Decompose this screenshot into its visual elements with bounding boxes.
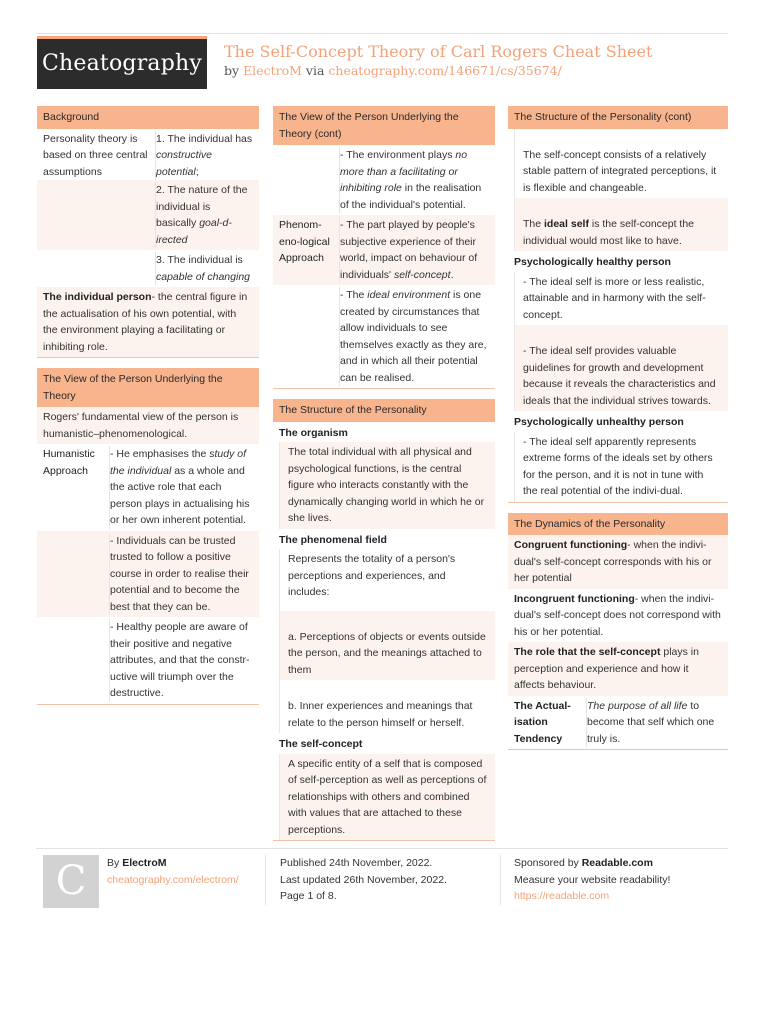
sheet-title[interactable]: The Self-Concept Theory of Carl Rogers Cheat Sheet [224, 42, 653, 61]
self-concept-text: A specific entity of a self that is composed of self-perception as well as perceptions of relationships with others and combined with values that are attached to these perceptions. [279, 754, 495, 841]
view-intro: Rogers' fundamental view of the person is humanistic–phenomenological. [37, 407, 259, 444]
sponsor-tagline: Measure your website readability! [514, 874, 671, 886]
assumption-row [37, 129, 259, 181]
phenomenological-label: Phenom-eno-logical Approach [279, 219, 330, 264]
actualisation-text: The purpose of all life to become that self which one truly is. [586, 698, 722, 748]
section-heading: The Dynamics of the Personality [508, 513, 728, 536]
section-dynamics [508, 513, 728, 751]
humanistic-point-1: - He emphasises the study of the individual as a whole and the active role that each person plays in actualising his or her own inherent potential. [109, 446, 253, 529]
humanistic-label: Humanistic Approach [43, 448, 95, 477]
humanistic-point-3: - Healthy people are aware of their positive and negative attributes, and that the constr-uctive will triumph over the destructive. [109, 619, 253, 702]
footer-author-url[interactable]: cheatography.com/electrom/ [107, 874, 239, 886]
self-concept-stability: The self-concept consists of a relatively stable pattern of integrated perceptions, it is flexible and changeable. [514, 129, 728, 199]
cheatography-logo[interactable] [37, 36, 207, 89]
author-avatar[interactable] [43, 855, 99, 908]
by-prefix: by [224, 63, 240, 78]
section-structure-cont [508, 106, 728, 503]
role-of-self-concept: The role that the self-concept plays in perception and experience and how it affects behaviour. [508, 642, 728, 696]
unhealthy-title: Psychologically unhealthy person [514, 416, 684, 428]
assumption-3: 3. The individual is capable of changing [155, 252, 253, 285]
phenomenal-field-title: The phenomenal field [279, 533, 387, 546]
section-heading: The View of the Person Underlying the Theory [37, 368, 259, 407]
phenomenological-point-1: - The part played by people's subjective experience of their world, impact on behaviour of individuals' self-concept. [339, 217, 489, 283]
footer-updated: Last updated 26th November, 2022. [280, 874, 447, 886]
footer-rule [36, 848, 728, 849]
self-concept-title: The self-concept [279, 738, 363, 750]
unhealthy-point-1: - The ideal self apparently represents extreme forms of the ideals set by others for the person, and it is not in tune with the real potential of the indivi-dual. [514, 432, 728, 502]
footer-sponsored [514, 855, 653, 872]
ideal-self-definition: The ideal self is the self-concept the individual would most like to have. [514, 198, 728, 251]
humanistic-row [37, 531, 259, 618]
section-view-of-person [37, 368, 259, 705]
sheet-url-link[interactable]: cheatography.com/146671/cs/35674/ [328, 63, 562, 78]
sponsor-name[interactable]: Readable.com [581, 857, 653, 869]
section-structure [273, 399, 495, 841]
humanistic-point-2: - Individuals can be trusted trusted to follow a positive course in order to realise their potential and to become the best that they can be. [109, 533, 253, 616]
column-2 [273, 106, 495, 851]
phenomenal-field-b: b. Inner experiences and meanings that relate to the person himself or herself. [279, 680, 495, 733]
header-rule [36, 33, 728, 34]
footer-author [107, 855, 167, 872]
congruent-functioning: Congruent functioning- when the indivi-dual's self-concept corresponds with his or her potential [508, 535, 728, 589]
actualisation-row [508, 696, 728, 750]
phenomenological-row [273, 215, 495, 285]
byline [224, 63, 562, 79]
healthy-point-2: - The ideal self provides valuable guidelines for growth and development because it reveals the characteristics and ideals that the individual strives towards. [514, 325, 728, 411]
healthy-point-1: - The ideal self is more or less realistic, attainable and in harmony with the self-concept. [514, 272, 728, 326]
individual-person-definition: The individual person- the central figure in the actualisation of his own potential, with the environment playing a facilitating or inhibiting role. [37, 287, 259, 357]
phenomenological-row [273, 285, 495, 388]
organism-title: The organism [279, 426, 348, 439]
section-background [37, 106, 259, 358]
assumption-2: 2. The nature of the individual is basically goal-d-irected [155, 182, 253, 248]
sponsor-url[interactable]: https://readable.com [514, 890, 610, 902]
phenomenal-field-text: Represents the totality of a person's perceptions and experiences, and includes: [279, 549, 495, 611]
organism-text: The total individual with all physical and psychological functions, is the central figure who interacts constantly with the dynamically changing world in which he or she lives. [279, 442, 495, 529]
section-heading: The Structure of the Personality [273, 399, 495, 422]
footer-by: By [107, 857, 120, 869]
phenomenological-point-2: - The ideal environment is one created by circumstances that allow individuals to see themselves exactly as they are, and in which all their potential can be realised. [339, 287, 489, 386]
footer-published: Published 24th November, 2022. [280, 857, 433, 869]
footer-author-name[interactable]: ElectroM [122, 857, 167, 869]
environment-point: - The environment plays no more than a facilitating or inhibiting role in the realisation of the individual's potential. [339, 147, 489, 213]
footer-page: Page 1 of 8. [280, 890, 337, 902]
avatar-letter: C [55, 858, 87, 904]
section-heading: The View of the Person Underlying the Theory (cont) [273, 106, 495, 145]
section-view-of-person-cont [273, 106, 495, 389]
via-text: via [305, 63, 325, 78]
sponsored-by: Sponsored by [514, 857, 579, 869]
section-heading: The Structure of the Personality (cont) [508, 106, 728, 129]
actualisation-label: The Actual-isation Tendency [514, 699, 571, 745]
footer-divider [500, 855, 501, 905]
column-1 [37, 106, 259, 715]
incongruent-functioning: Incongruent functioning- when the indivi-dual's self-concept does not correspond with his or her potential. [514, 592, 721, 638]
environment-row [273, 145, 495, 215]
healthy-title: Psychologically healthy person [514, 256, 671, 268]
column-3 [508, 106, 728, 760]
section-heading: Background [37, 106, 259, 129]
assumption-1: 1. The individual has constructive potential; [155, 131, 253, 181]
humanistic-row [37, 444, 259, 531]
humanistic-row [37, 617, 259, 704]
logo-text: Cheatography [41, 51, 203, 76]
assumptions-label: Personality theory is based on three central assumptions [43, 132, 148, 178]
assumption-row [37, 250, 259, 287]
author-link[interactable]: ElectroM [243, 63, 302, 78]
footer-divider [265, 855, 266, 905]
phenomenal-field-a: a. Perceptions of objects or events outside the person, and the meanings attached to them [279, 611, 495, 681]
assumption-row [37, 180, 259, 250]
